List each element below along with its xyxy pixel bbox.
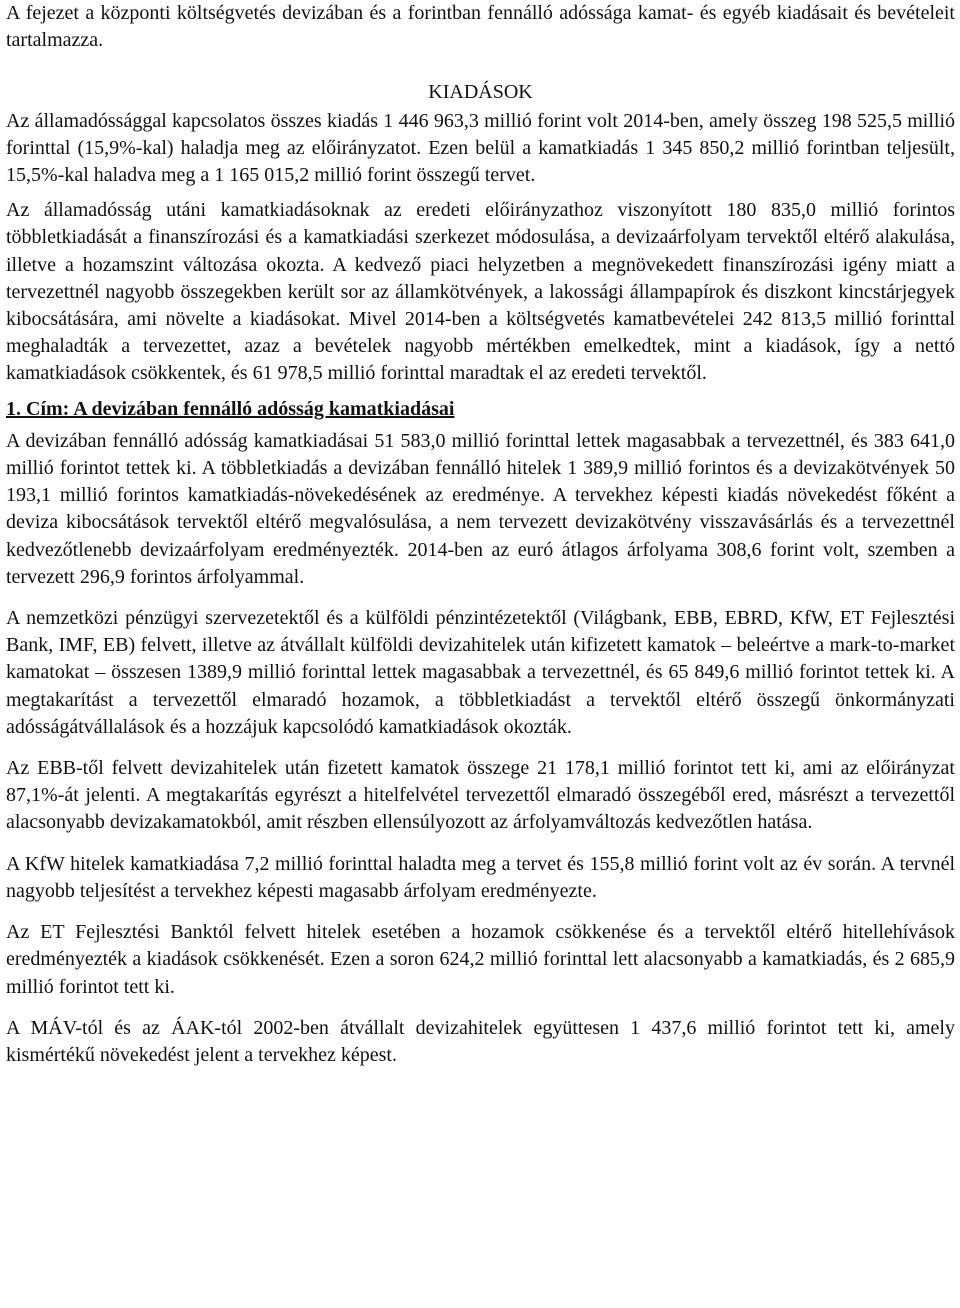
paragraph-mav-aak-loans: A MÁV-tól és az ÁAK-tól 2002-ben átvállalt devizahitelek együttesen 1 437,6 millió forintot tett ki, amely kismértékű növekedést jelent a tervekhez képest. bbox=[6, 1016, 955, 1066]
section-title: KIADÁSOK bbox=[428, 81, 533, 104]
paragraph-total-expenses: Az államadóssággal kapcsolatos összes kiadás 1 446 963,3 millió forint volt 2014-ben, amely összeg 198 525,5 millió forinttal (15,9%-kal) haladja meg az előirányzatot. Ezen belül a kamatkiadás 1 345 850,2 millió forintban teljesült, 15,5%-kal haladva meg a 1 165 015,2 millió forint összegű tervet. bbox=[6, 109, 955, 187]
subsection-title: 1. Cím: A devizában fennálló adósság kamatkiadásai bbox=[6, 397, 455, 420]
paragraph-interest-expenses: Az államadósság utáni kamatkiadásoknak az eredeti előirányzathoz viszonyított 180 835,0 millió forintos többletkiadását a finanszírozási és a kamatkiadási szerkezet módosulása, a devizaárfolyam tervektől eltérő alakulása, illetve a hozamszint változása okozta. A kedvező piaci helyzetben a megnövekedett finanszírozási igény miatt a tervezettnél nagyobb összegekben került sor az államkötvények, a lakossági állampapírok és diszkont kincstárjegyek kibocsátására, ami növelte a kiadásokat. Mivel 2014-ben a költségvetés kamatbevételei 242 813,5 millió forinttal meghaladták a tervezettet, azaz a bevételek nagyobb mértékben emelkedtek, mint a kiadások, így a nettó kamatkiadások csökkentek, és 61 978,5 millió forinttal maradtak el az eredeti tervektől. bbox=[6, 199, 955, 385]
paragraph-international-institutions: A nemzetközi pénzügyi szervezetektől és a külföldi pénzintézetektől (Világbank, EBB, EBRD, KfW, ET Fejlesztési Bank, IMF, EB) felvett, illetve az átvállalt külföldi devizahitelek után kifizetett kamatok – beleértve a mark-to-market kamatokat – összesen 1389,9 millió forinttal lettek magasabbak a tervezettnél, és 65 849,6 millió forintot tettek ki. A megtakarítást a tervezettől elmaradó hozamok, a többletkiadást a tervektől eltérő összegű önkormányzati adósságátvállalások és a hozzájuk kapcsolódó kamatkiadások okozták. bbox=[6, 607, 955, 738]
document-page bbox=[6, 0, 955, 1069]
paragraph-et-bank-loans: Az ET Fejlesztési Banktól felvett hitelek esetében a hozamok csökkenése és a tervektől eltérő hitellehívások eredményezték a kiadások csökkenését. Ezen a soron 624,2 millió forinttal lett alacsonyabb a kamatkiadás, és 2 685,9 millió forintot tett ki. bbox=[6, 921, 955, 998]
intro-paragraph: A fejezet a központi költségvetés devizában és a forintban fennálló adóssága kamat- és egyéb kiadásait és bevételeit tartalmazza. bbox=[6, 2, 955, 52]
paragraph-foreign-currency-debt: A devizában fennálló adósság kamatkiadásai 51 583,0 millió forinttal lettek magasabbak a tervezettnél, és 383 641,0 millió forintot tettek ki. A többletkiadás a devizában fennálló hitelek 1 389,9 millió forintos és a devizakötvények 50 193,1 millió forintos kamatkiadás-növekedésének az eredménye. A tervekhez képesti kiadás növekedést főként a deviza kibocsátások tervektől eltérő megvalósulása, a nem tervezett devizakötvény visszavásárlás és a tervezettnél kedvezőtlenebb devizaárfolyam eredményezték. 2014-ben az euró átlagos árfolyama 308,6 forint volt, szemben a tervezett 296,9 forintos árfolyammal. bbox=[6, 429, 955, 588]
paragraph-ebb-loans: Az EBB-től felvett devizahitelek után fizetett kamatok összege 21 178,1 millió forintot tett ki, ami az előirányzat 87,1%-át jelenti. A megtakarítás egyrészt a hitelfelvétel tervezettől elmaradó összegéből ered, másrészt a tervezettől alacsonyabb devizakamatokból, amit részben ellensúlyozott az árfolyamváltozás kedvezőtlen hatása. bbox=[6, 757, 955, 834]
paragraph-kfw-loans: A KfW hitelek kamatkiadása 7,2 millió forinttal haladta meg a tervet és 155,8 millió forint volt az év során. A tervnél nagyobb teljesítést a tervekhez képesti magasabb árfolyam eredményezte. bbox=[6, 852, 955, 902]
